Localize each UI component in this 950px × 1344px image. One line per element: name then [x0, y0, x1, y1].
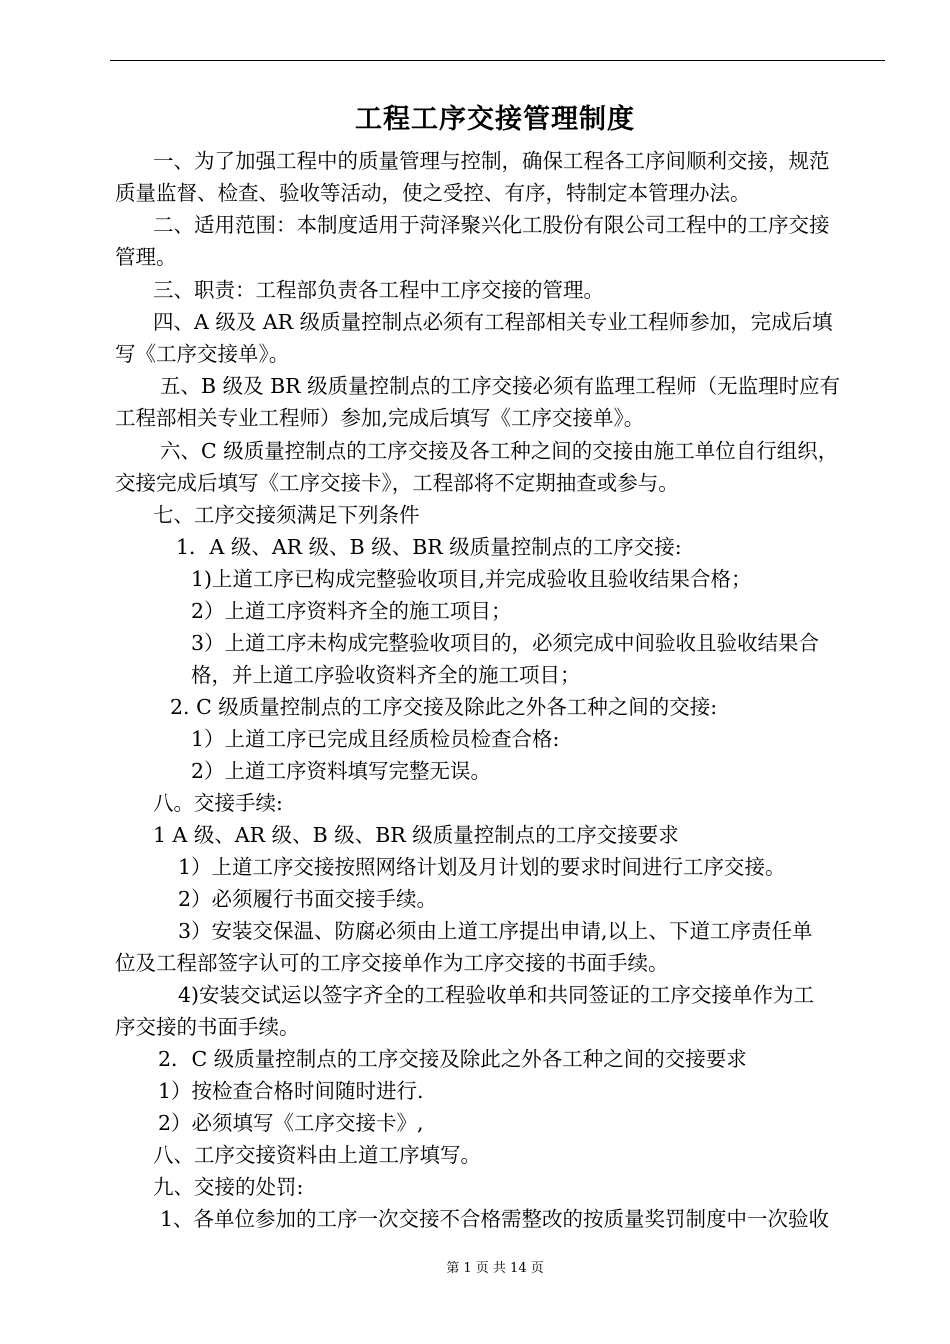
text-line: 交接完成后填写《工序交接卡》，工程部将不定期抽查或参与。	[115, 471, 679, 495]
text-line: 八。交接手续:	[153, 791, 283, 815]
text-line: 序交接的书面手续。	[115, 1015, 300, 1039]
text-line: 二、适用范围：本制度适用于菏泽聚兴化工股份有限公司工程中的工序交接	[153, 213, 830, 237]
text-line: 七、工序交接须满足下列条件	[153, 503, 420, 527]
text-line: 1）上道工序交接按照网络计划及月计划的要求时间进行工序交接。	[178, 855, 786, 879]
text-line: 2）上道工序资料齐全的施工项目；	[191, 599, 512, 623]
page-number-footer: 第 1 页 共 14 页	[446, 1261, 544, 1276]
text-line: 九、交接的处罚:	[153, 1175, 304, 1199]
text-line: 四、A 级及 AR 级质量控制点必须有工程部相关专业工程师参加，完成后填	[153, 310, 833, 334]
text-line: 4)安装交试运以签字齐全的工程验收单和共同签证的工序交接单作为工	[178, 983, 815, 1007]
text-line: 写《工序交接单》。	[115, 342, 290, 366]
text-line: 2. C 级质量控制点的工序交接及除此之外各工种之间的交接:	[170, 695, 718, 719]
text-line: 1 A 级、AR 级、B 级、BR 级质量控制点的工序交接要求	[153, 823, 679, 847]
text-line: 3）安装交保温、防腐必须由上道工序提出申请,以上、下道工序责任单	[178, 919, 813, 943]
text-line: 1）上道工序已完成且经质检员检查合格:	[191, 727, 560, 751]
header-rule	[110, 60, 885, 61]
text-line: 位及工程部签字认可的工序交接单作为工序交接的书面手续。	[115, 951, 669, 975]
text-line: 八、工序交接资料由上道工序填写。	[153, 1143, 481, 1167]
text-line: 2．C 级质量控制点的工序交接及除此之外各工种之间的交接要求	[158, 1047, 747, 1071]
text-line: 质量监督、检查、验收等活动，使之受控、有序，特制定本管理办法。	[115, 181, 751, 205]
text-line: 1、各单位参加的工序一次交接不合格需整改的按质量奖罚制度中一次验收	[160, 1207, 830, 1231]
text-line: 格，并上道工序验收资料齐全的施工项目；	[191, 663, 581, 687]
text-line: 六、C 级质量控制点的工序交接及各工种之间的交接由施工单位自行组织，	[160, 439, 839, 463]
text-line: 1．A 级、AR 级、B 级、BR 级质量控制点的工序交接:	[176, 535, 682, 559]
document-title: 工程工序交接管理制度	[355, 104, 635, 135]
text-line: 管理。	[115, 245, 177, 269]
text-line: 工程部相关专业工程师）参加,完成后填写《工序交接单》。	[115, 406, 645, 430]
text-line: 1）按检查合格时间随时进行.	[158, 1079, 424, 1103]
text-line: 2）上道工序资料填写完整无误。	[191, 759, 492, 783]
text-line: 五、B 级及 BR 级质量控制点的工序交接必须有监理工程师（无监理时应有	[160, 374, 841, 398]
text-line: 2）必须履行书面交接手续。	[178, 887, 438, 911]
text-line: 1)上道工序已构成完整验收项目,并完成验收且验收结果合格；	[191, 567, 752, 591]
text-line: 3）上道工序未构成完整验收项目的，必须完成中间验收且验收结果合	[191, 631, 820, 655]
text-line: 2）必须填写《工序交接卡》,	[158, 1111, 424, 1135]
text-line: 一、为了加强工程中的质量管理与控制，确保工程各工序间顺利交接，规范	[153, 149, 830, 173]
text-line: 三、职责：工程部负责各工程中工序交接的管理。	[153, 278, 604, 302]
